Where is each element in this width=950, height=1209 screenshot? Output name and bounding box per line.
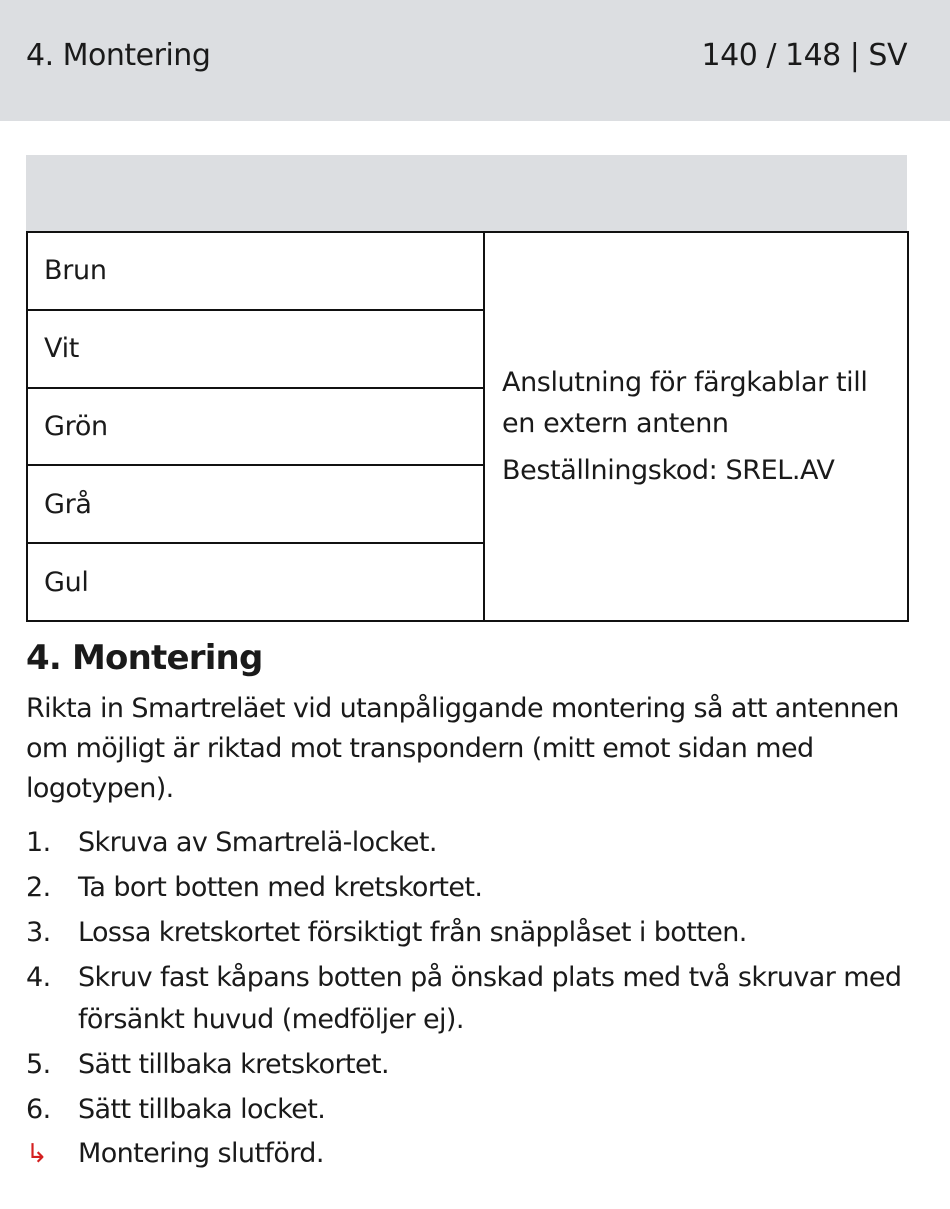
step-text: Lossa kretskortet försiktigt från snäpplåset i botten. (78, 917, 747, 948)
cable-color-cell: Grön (27, 388, 484, 466)
result-line (26, 1133, 324, 1175)
intro-paragraph: Rikta in Smartreläet vid utanpåliggande montering så att antennen om möjligt är riktad mot transpondern (mitt emot sidan med logotypen). (26, 693, 899, 804)
result-arrow-icon: ↳ (26, 1139, 48, 1169)
cable-color-cell: Vit (27, 310, 484, 388)
result-text: Montering slutförd. (78, 1138, 324, 1169)
order-code: Beställningskod: SREL.AV (502, 455, 835, 486)
table-header-band (26, 155, 907, 232)
step-number: 5. (26, 1049, 51, 1080)
cable-color-cell: Grå (27, 465, 484, 543)
list-item (26, 957, 926, 1041)
header-title: 4. Montering (26, 38, 211, 73)
step-text: Skruv fast kåpans botten på önskad plats med två skruvar med försänkt huvud (medföljer ej). (78, 962, 902, 1035)
section-title: 4. Montering (26, 638, 263, 678)
cable-color-table (26, 231, 909, 622)
step-text: Skruva av Smartrelä-locket. (78, 827, 437, 858)
step-number: 3. (26, 917, 51, 948)
cable-color-cell: Gul (27, 543, 484, 621)
list-item (26, 912, 926, 954)
list-item (26, 867, 926, 909)
step-number: 6. (26, 1094, 51, 1125)
step-text: Sätt tillbaka kretskortet. (78, 1049, 389, 1080)
cable-description-cell (484, 232, 908, 621)
step-number: 2. (26, 872, 51, 903)
list-item (26, 1044, 926, 1086)
step-text: Sätt tillbaka locket. (78, 1094, 326, 1125)
list-item (26, 1089, 926, 1131)
steps-list (26, 822, 926, 1134)
step-text: Ta bort botten med kretskortet. (78, 872, 483, 903)
list-item (26, 822, 926, 864)
page-indicator: 140 / 148 | SV (701, 38, 907, 73)
step-number: 1. (26, 827, 51, 858)
table-row (27, 232, 908, 310)
page-header (0, 0, 950, 121)
cable-color-cell: Brun (27, 232, 484, 310)
step-number: 4. (26, 962, 51, 993)
cable-description: Anslutning för färgkablar till en extern antenn (502, 367, 868, 439)
